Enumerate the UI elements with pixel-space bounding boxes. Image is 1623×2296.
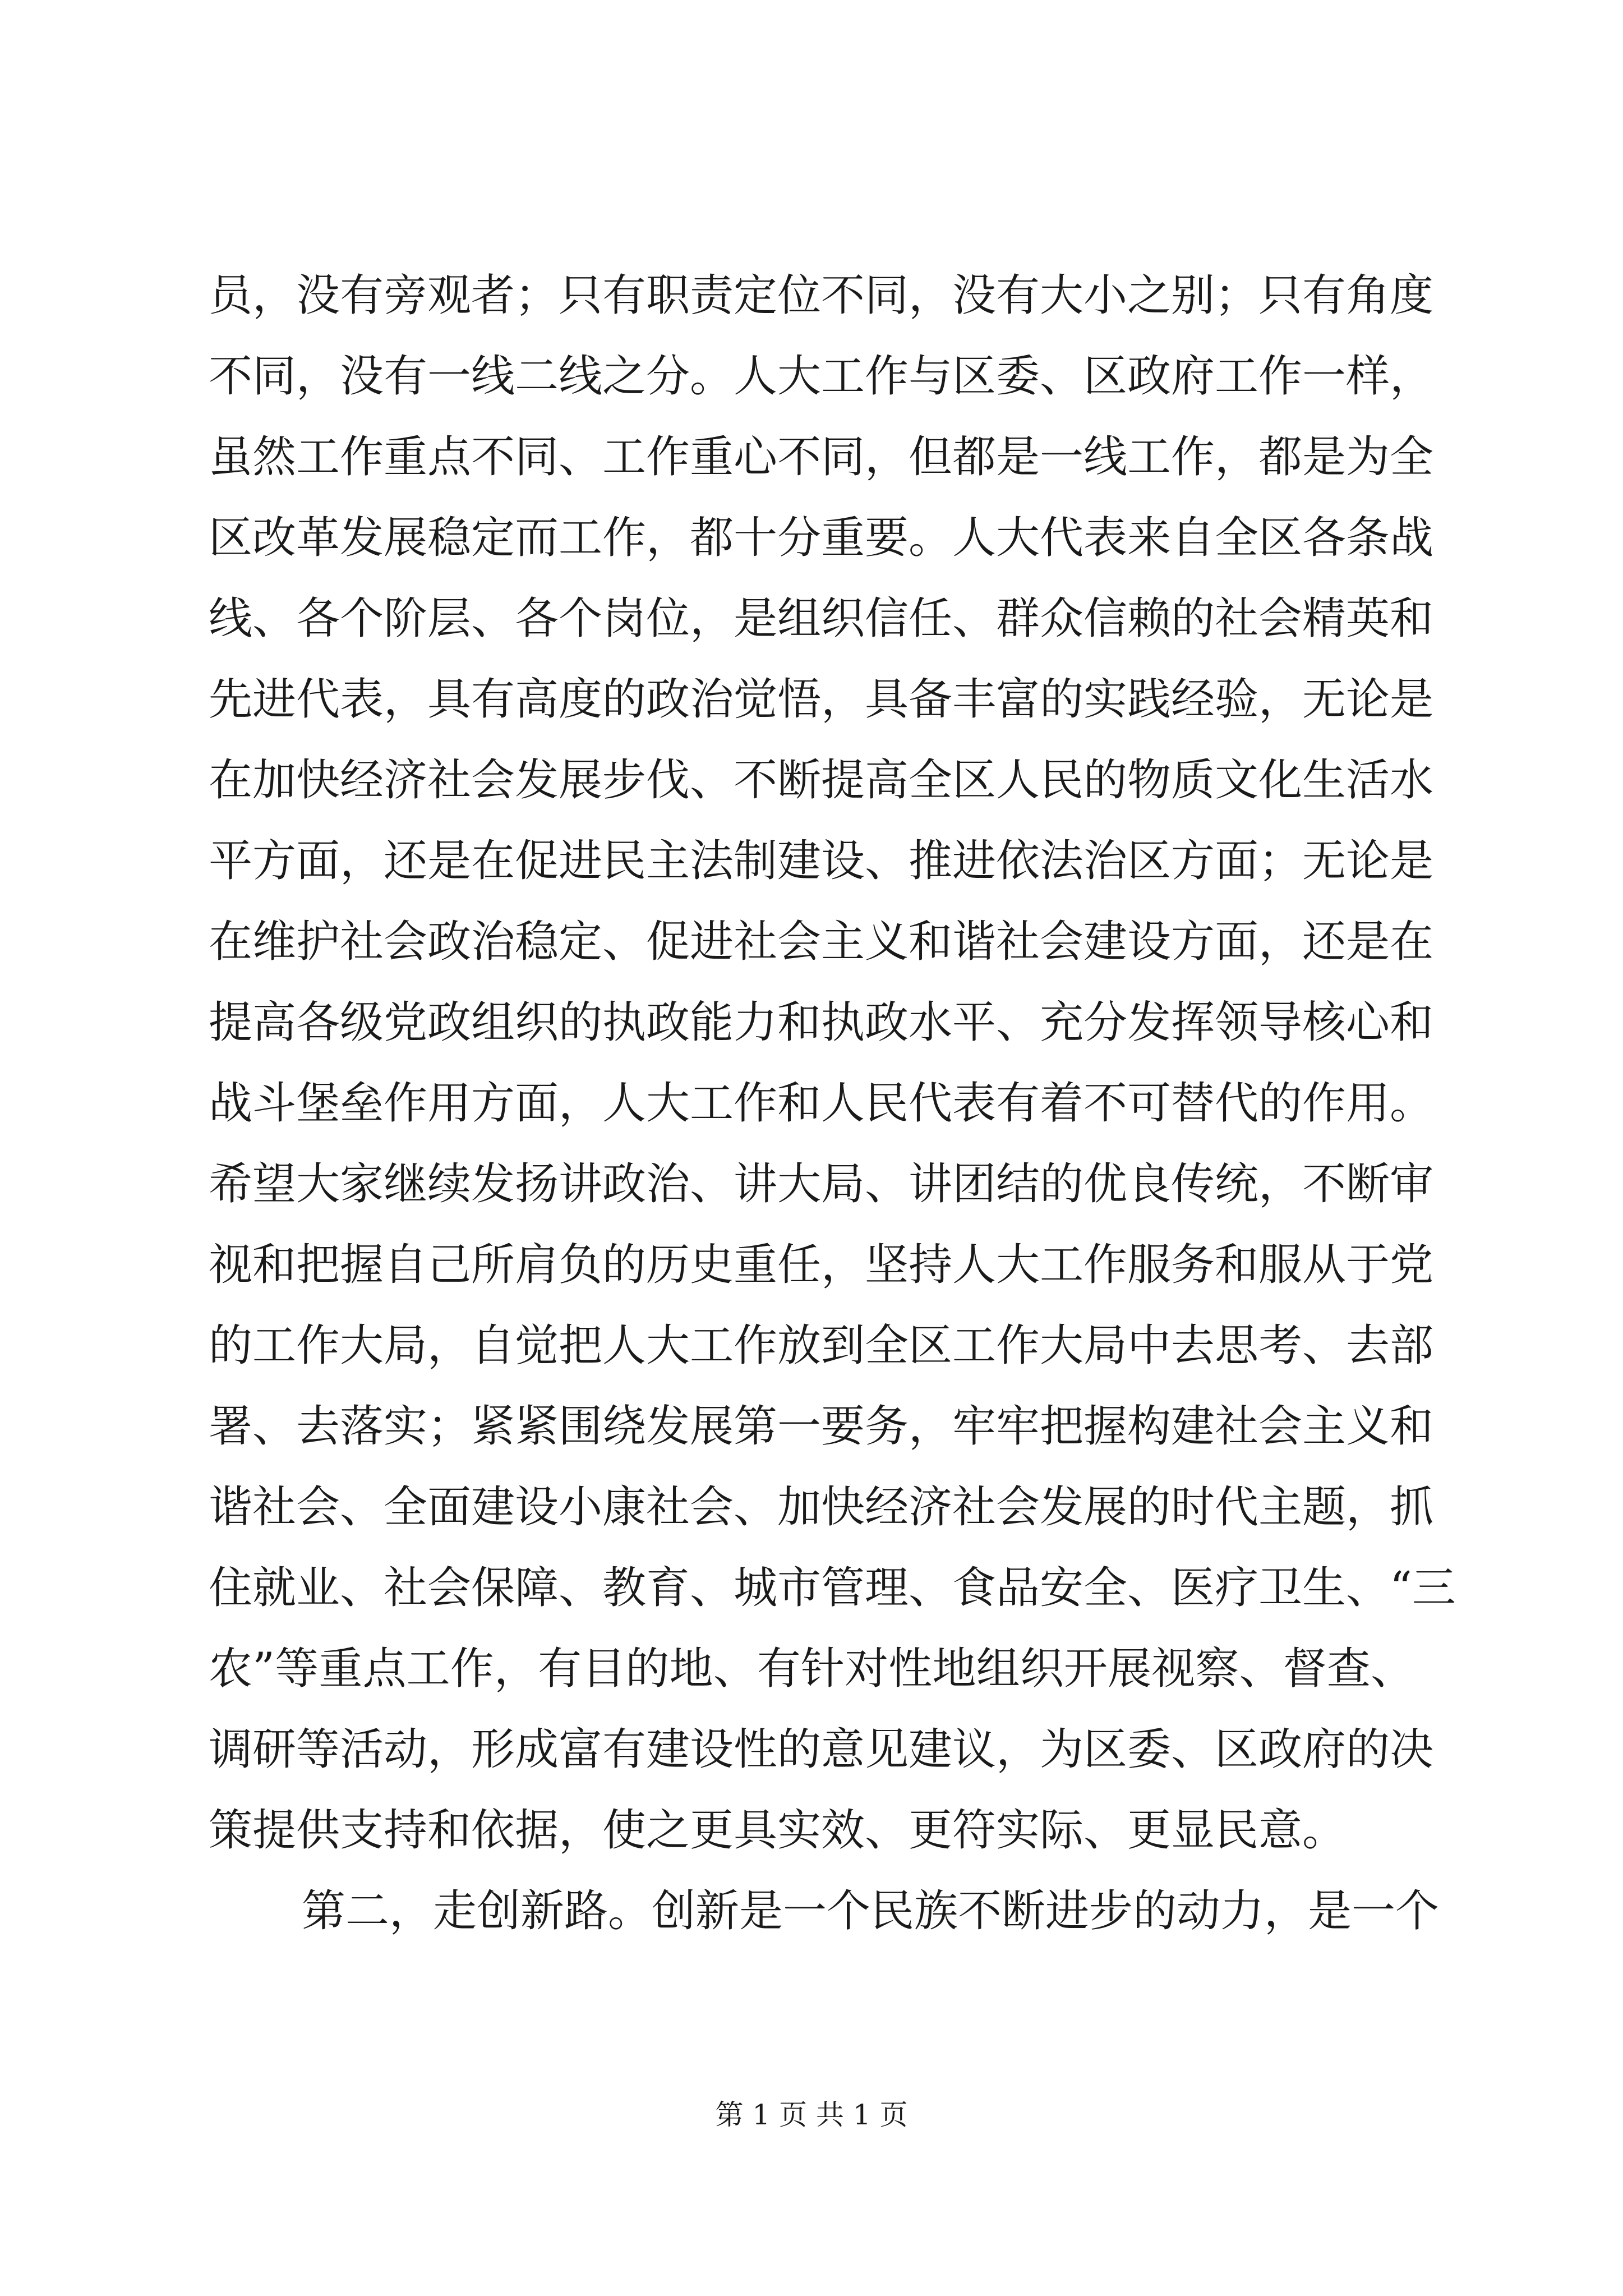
text-line: 战斗堡垒作用方面，人大工作和人民代表有着不可替代的作用。 <box>209 1078 1434 1129</box>
text-line: 员，没有旁观者；只有职责定位不同，没有大小之别；只有角度 <box>209 270 1434 321</box>
text-line: 平方面，还是在促进民主法制建设、推进依法治区方面；无论是 <box>209 836 1434 886</box>
text-line: 提高各级党政组织的执政能力和执政水平、充分发挥领导核心和 <box>209 997 1434 1048</box>
text-line: 希望大家继续发扬讲政治、讲大局、讲团结的优良传统，不断审 <box>209 1159 1434 1209</box>
text-line: 视和把握自己所肩负的历史重任，坚持人大工作服务和服从于党 <box>209 1240 1434 1290</box>
text-line: 线、各个阶层、各个岗位，是组织信任、群众信赖的社会精英和 <box>209 593 1434 644</box>
paragraph-start-line: 第二，走创新路。创新是一个民族不断进步的动力，是一个 <box>302 1886 1440 1936</box>
body-text <box>209 255 1456 1952</box>
text-line: 不同，没有一线二线之分。人大工作与区委、区政府工作一样， <box>209 351 1434 402</box>
text-line: 先进代表，具有高度的政治觉悟，具备丰富的实践经验，无论是 <box>209 674 1434 725</box>
text-line: 在加快经济社会发展步伐、不断提高全区人民的物质文化生活水 <box>209 755 1434 806</box>
text-line: 在维护社会政治稳定、促进社会主义和谐社会建设方面，还是在 <box>209 917 1434 967</box>
text-line: 的工作大局，自觉把人大工作放到全区工作大局中去思考、去部 <box>209 1320 1434 1371</box>
text-line: 谐社会、全面建设小康社会、加快经济社会发展的时代主题，抓 <box>209 1482 1434 1533</box>
text-line: 区改革发展稳定而工作，都十分重要。人大代表来自全区各条战 <box>209 513 1434 563</box>
text-line: 调研等活动，形成富有建设性的意见建议，为区委、区政府的决 <box>209 1724 1434 1775</box>
text-line: 虽然工作重点不同、工作重心不同，但都是一线工作，都是为全 <box>209 432 1434 482</box>
page-footer <box>0 2095 1623 2134</box>
text-line: 署、去落实；紧紧围绕发展第一要务，牢牢把握构建社会主义和 <box>209 1401 1434 1452</box>
text-line: 住就业、社会保障、教育、城市管理、食品安全、医疗卫生、“三 <box>209 1563 1456 1613</box>
paragraph-end-line: 策提供支持和依据，使之更具实效、更符实际、更显民意。 <box>209 1805 1347 1856</box>
text-line: 农”等重点工作，有目的地、有针对性地组织开展视察、督查、 <box>209 1644 1414 1694</box>
page-number: 第 1 页 共 1 页 <box>715 2099 908 2131</box>
